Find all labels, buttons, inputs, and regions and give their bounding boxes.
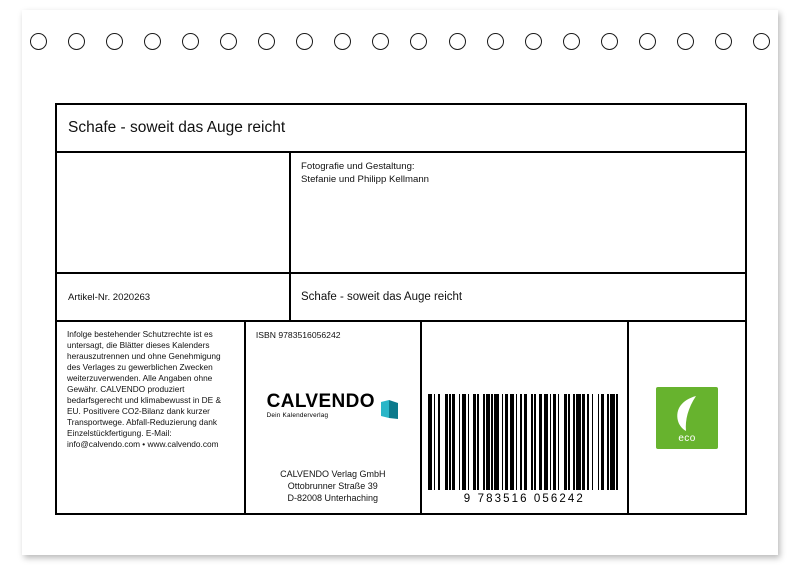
punch-hole	[144, 33, 161, 50]
punch-hole	[525, 33, 542, 50]
punch-hole	[715, 33, 732, 50]
ean-barcode	[422, 322, 627, 513]
title-row	[57, 105, 745, 153]
publisher-city: D-82008 Unterhaching	[287, 492, 379, 503]
calendar-title: Schafe - soweit das Auge reicht	[68, 119, 286, 136]
punch-hole-row	[22, 26, 778, 56]
punch-hole	[296, 33, 313, 50]
punch-hole	[563, 33, 580, 50]
calendar-subtitle: Schafe - soweit das Auge reicht	[301, 291, 463, 303]
article-number: Artikel-Nr. 2020263	[57, 274, 291, 320]
calvendo-logo	[256, 346, 410, 468]
publisher-street: Ottobrunner Straße 39	[287, 480, 378, 491]
eco-badge-cell	[627, 322, 745, 513]
footer-row	[57, 322, 745, 513]
logo-tagline: Dein Kalenderverlag	[266, 412, 329, 420]
punch-hole	[449, 33, 466, 50]
punch-hole	[639, 33, 656, 50]
publisher-name: CALVENDO Verlag GmbH	[280, 468, 386, 479]
cover-image-placeholder	[57, 153, 291, 272]
punch-hole	[68, 33, 85, 50]
punch-hole	[601, 33, 618, 50]
book-icon	[380, 399, 399, 420]
barcode-digits: 9 783516 056242	[463, 493, 585, 505]
isbn: ISBN 9783516056242	[255, 330, 341, 340]
imprint-table	[55, 103, 747, 515]
publisher-cell	[246, 322, 422, 513]
punch-hole	[334, 33, 351, 50]
punch-hole	[182, 33, 199, 50]
barcode-bars	[428, 394, 621, 490]
credits-cell	[291, 153, 745, 272]
punch-hole	[677, 33, 694, 50]
eco-badge	[656, 387, 718, 449]
credits-label: Fotografie und Gestaltung:	[301, 161, 415, 172]
legal-notice: Infolge bestehender Schutzrechte ist es untersagt, die Blätter dieses Kalenders herauszutrennen und ohne Genehmigung des Verlages zu gewerblichen Zwecken weiterzuverwenden. Alle Angaben ohne Gewähr. CALVENDO produziert bedarfsgerecht und klimabewusst in DE & EU. Positivere CO2-Bilanz dank kurzer Transportwege. Abfall-Reduzierung dank Einzelstückfertigung. E-Mail: info@calvendo.com • www.calvendo.com	[57, 322, 246, 513]
article-row	[57, 274, 745, 322]
punch-hole	[410, 33, 427, 50]
punch-hole	[372, 33, 389, 50]
publisher-address	[256, 468, 410, 507]
punch-hole	[30, 33, 47, 50]
punch-hole	[106, 33, 123, 50]
punch-hole	[487, 33, 504, 50]
eco-label: eco	[678, 432, 696, 444]
credits-names: Stefanie und Philipp Kellmann	[301, 173, 430, 185]
credits-row	[57, 153, 745, 274]
leaf-icon	[672, 394, 702, 434]
punch-hole	[753, 33, 770, 50]
barcode-cell	[422, 322, 745, 513]
punch-hole	[220, 33, 237, 50]
logo-wordmark: CALVENDO	[266, 391, 375, 413]
punch-hole	[258, 33, 275, 50]
